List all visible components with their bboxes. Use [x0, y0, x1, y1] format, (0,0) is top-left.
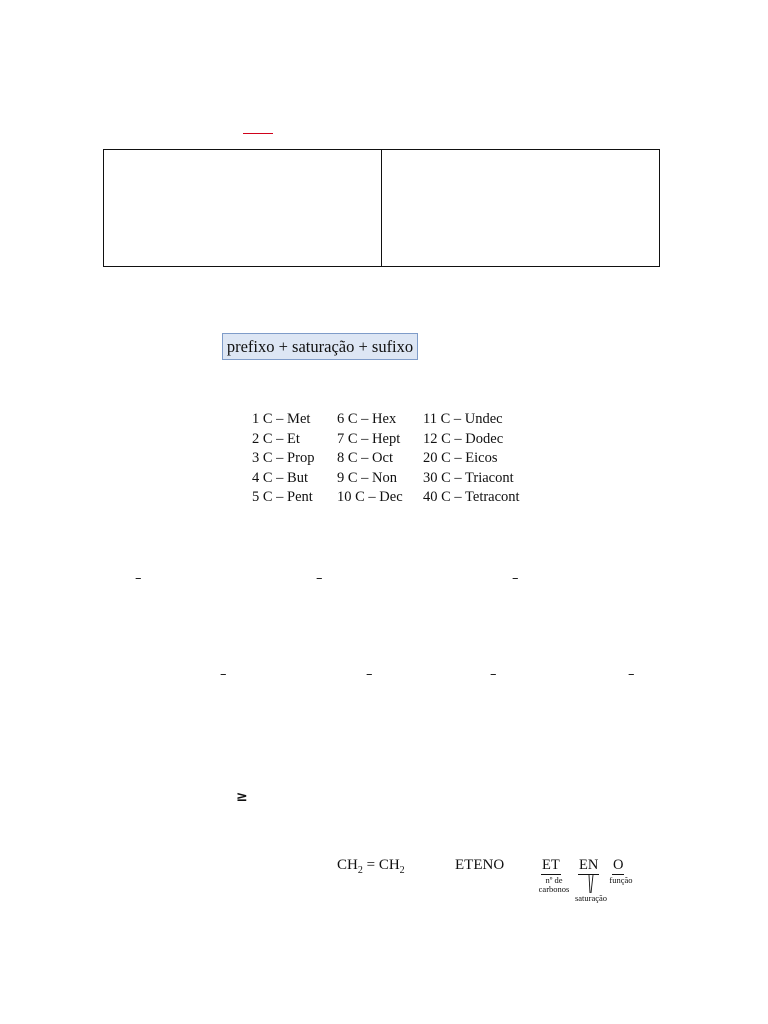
table-row	[252, 469, 520, 489]
table-cell: 1 C – Met	[252, 411, 311, 427]
table-cell: 20 C – Eicos	[423, 450, 498, 467]
double-bond: =	[362, 857, 379, 873]
table-row	[252, 488, 520, 508]
name-part-prefix: ET	[542, 857, 560, 873]
table-row	[252, 430, 520, 450]
table-cell: 5 C – Pent	[252, 489, 313, 506]
label-saturation: saturação	[574, 893, 608, 903]
dash-mark: –	[628, 667, 635, 682]
dash-mark: –	[490, 667, 497, 682]
table-row	[252, 449, 520, 469]
saturation-pointer-icon	[585, 875, 597, 895]
table-column-divider	[381, 149, 382, 267]
carbon-prefix-table	[252, 410, 520, 508]
table-cell: 10 C – Dec	[337, 489, 403, 506]
table-cell: 4 C – But	[252, 469, 308, 486]
table-cell: 2 C – Et	[252, 430, 300, 447]
table-cell: 12 C – Dodec	[423, 430, 504, 447]
table-cell: 9 C – Non	[337, 469, 398, 486]
table-cell: 7 C – Hept	[337, 430, 401, 447]
geq-symbol: ≥	[236, 789, 248, 805]
nomenclature-formula-box	[222, 333, 418, 360]
formula-text: prefixo + saturação + sufixo	[226, 337, 414, 356]
dash-mark: –	[512, 571, 519, 586]
dash-mark: –	[316, 571, 323, 586]
label-function: função	[609, 875, 633, 885]
table-row	[252, 410, 520, 430]
name-part-saturation: EN	[579, 857, 599, 873]
dash-mark: –	[220, 667, 227, 682]
table-cell: 3 C – Prop	[252, 450, 315, 467]
table-cell: 6 C – Hex	[337, 411, 397, 427]
ethene-name: ETENO	[455, 857, 505, 873]
dash-mark: –	[366, 667, 373, 682]
name-part-suffix: O	[613, 857, 624, 873]
table-cell: 8 C – Oct	[337, 450, 393, 467]
ethene-formula: $CH_2 = CH_2$	[337, 857, 405, 876]
dash-mark: –	[135, 571, 142, 586]
red-underline-mark	[243, 133, 273, 134]
table-cell: 30 C – Triacont	[423, 469, 514, 486]
table-cell: 40 C – Tetracont	[423, 489, 520, 506]
label-carbons: nº de carbonos	[538, 875, 570, 894]
table-cell: 11 C – Undec	[423, 411, 503, 427]
